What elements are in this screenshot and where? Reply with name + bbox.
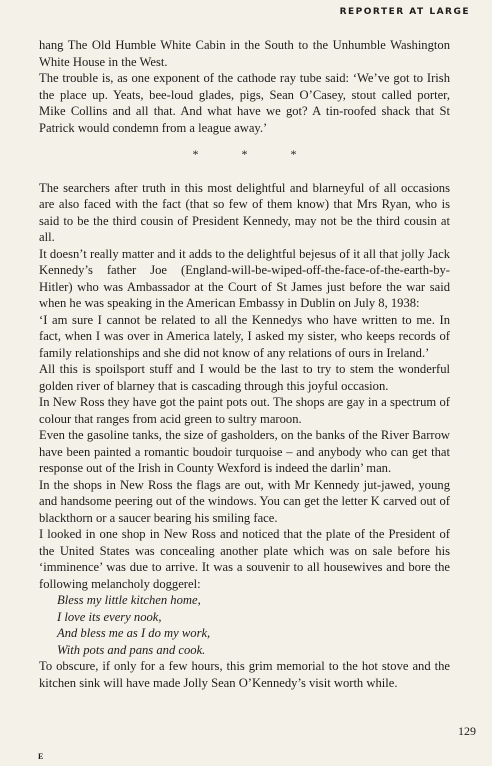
page-number: 129 [458,724,476,738]
verse-line: And bless me as I do my work, [57,626,211,640]
paragraph: In New Ross they have got the paint pots out. The shops are gay in a spectrum of colour that ranges from acid green to sultry maroon. [39,395,450,426]
verse-line: I love its every nook, [57,609,162,624]
paragraph: The trouble is, as one exponent of the cathode ray tube said: ‘We’ve got to Irish the place up. Yeats, bee-loud glades, pigs, Sean O’Casey, stout called porter, Mike Collins and all that. And what have we got? A tin-roofed shack that St Patrick would condemn from a league away.’ [39,71,450,135]
paragraph: I looked in one shop in New Ross and noticed that the plate of the President of the United States was concealing another plate which was on sale before his ‘imminence’ was due to arrive. It was a souvenir to all housewives and bore the following melancholy doggerel: [39,527,450,591]
paragraph: It doesn’t really matter and it adds to the delightful bejesus of it all that jolly Jack Kennedy’s father Joe (England-will-be-wiped-off-the-face-of-the-earth-by-Hitler) who was Ambassador at the Court of St James just before the war said when he was speaking in the American Embassy in Dublin on July 8, 1938: [39,246,450,310]
verse-line: With pots and pans and cook. [57,642,206,657]
quotation-paragraph: ‘I am sure I cannot be related to all the Kennedys who have written to me. In fact, when I was over in America lately, I asked my sister, who keeps records of family relationships and she did not know of any relations of ours in Ireland.’ [39,312,450,360]
article-body [39,37,450,691]
signature-mark: E [38,752,44,761]
paragraph: All this is spoilsport stuff and I would be the last to try to stem the wonderful golden river of blarney that is cascading through this joyful occasion. [39,362,450,393]
section-separator: * * * [192,147,317,161]
verse-line: Bless my little kitchen home, [57,593,201,607]
doggerel-verse [57,592,450,658]
paragraph: hang The Old Humble White Cabin in the South to the Unhumble Washington White House in the West. [39,38,450,69]
paragraph: The searchers after truth in this most delightful and blarneyful of all occasions are also faced with the fact (that so few of them know) that Mrs Ryan, who is said to be the third cousin of President Kennedy, may not be the third cousin at all. [39,180,450,244]
paragraph: Even the gasoline tanks, the size of gasholders, on the banks of the River Barrow have been painted a romantic boudoir turquoise – and anybody who can get that response out of the Irish in County Wexford is indeed the darlin’ man. [39,428,450,475]
closing-paragraph: To obscure, if only for a few hours, this grim memorial to the hot stove and the kitchen sink will have made Jolly Sean O’Kennedy’s visit worth while. [39,659,450,690]
running-head: REPORTER AT LARGE [339,7,470,17]
paragraph: In the shops in New Ross the flags are out, with Mr Kennedy jut-jawed, young and handsome peering out of the windows. You can get the letter K carved out of blackthorn or a saucer bearing his smiling face. [39,477,450,525]
